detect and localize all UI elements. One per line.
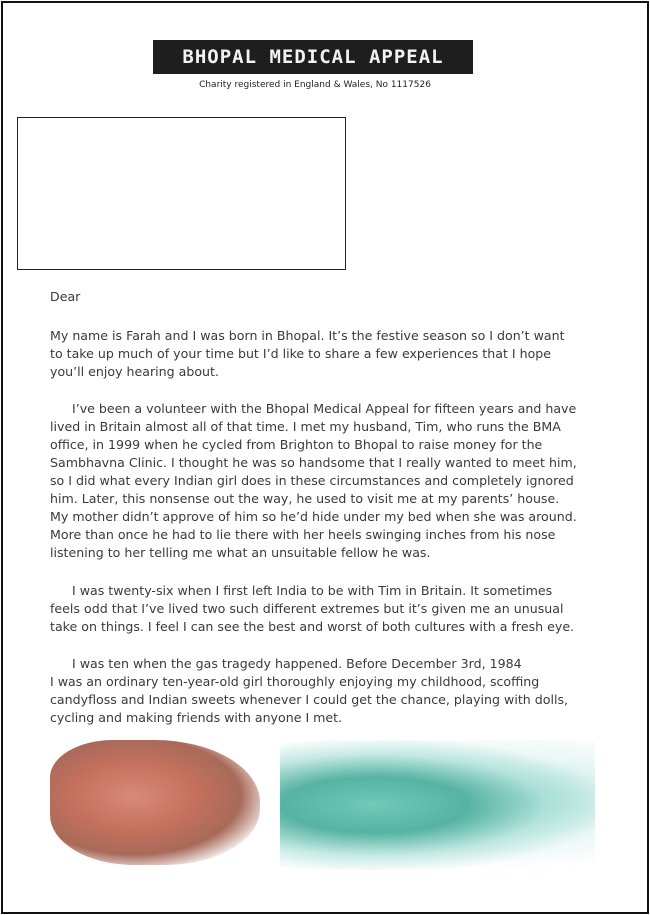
text-line: you’ll enjoy hearing about. [50, 364, 219, 379]
text-line: so I did what every Indian girl does in these circumstances and completely ignored [50, 473, 574, 488]
salutation: Dear [50, 289, 81, 304]
text-line: cycling and making friends with anyone I met. [50, 710, 343, 725]
text-line: Sambhavna Clinic. I thought he was so handsome that I really wanted to meet him, [50, 455, 577, 470]
text-line: take on things. I feel I can see the best and worst of both cultures with a fresh eye. [50, 619, 575, 634]
text-line: listening to her telling me what an unsuitable fellow he was. [50, 545, 431, 560]
child-face-photo [50, 740, 260, 865]
text-line: My name is Farah and I was born in Bhopal. It’s the festive season so I don’t want [50, 328, 565, 343]
text-line: feels odd that I’ve lived two such different extremes but it’s given me an unusual [50, 601, 564, 616]
paragraph-3 [50, 582, 574, 636]
text-line: lived in Britain almost all of that time. I met my husband, Tim, who runs the BMA [50, 419, 561, 434]
text-line: candyfloss and Indian sweets whenever I could get the chance, playing with dolls, [50, 692, 569, 707]
text-line: My mother didn’t approve of him so he’d hide under my bed when she was around. [50, 509, 577, 524]
text-line: I was ten when the gas tragedy happened. Before December 3rd, 1984 [72, 656, 522, 671]
text-line: I’ve been a volunteer with the Bhopal Medical Appeal for fifteen years and have [72, 401, 577, 416]
paragraph-2 [50, 400, 577, 562]
address-window [17, 117, 346, 270]
charity-registration: Charity registered in England & Wales, No 1117526 [199, 80, 431, 90]
paragraph-4 [50, 655, 568, 727]
text-line: I was twenty-six when I first left India to be with Tim in Britain. It sometimes [72, 583, 553, 598]
sandals-photo [280, 740, 595, 870]
bma-logo: BHOPAL MEDICAL APPEAL [153, 40, 473, 74]
text-line: office, in 1999 when he cycled from Brighton to Bhopal to raise money for the [50, 437, 543, 452]
text-line: him. Later, this nonsense out the way, he used to visit me at my parents’ house. [50, 491, 560, 506]
text-line: More than once he had to lie there with her heels swinging inches from his nose [50, 527, 556, 542]
text-line: to take up much of your time but I’d like to share a few experiences that I hope [50, 346, 552, 361]
text-line: I was an ordinary ten-year-old girl thoroughly enjoying my childhood, scoffing [50, 674, 540, 689]
paragraph-1 [50, 327, 565, 381]
